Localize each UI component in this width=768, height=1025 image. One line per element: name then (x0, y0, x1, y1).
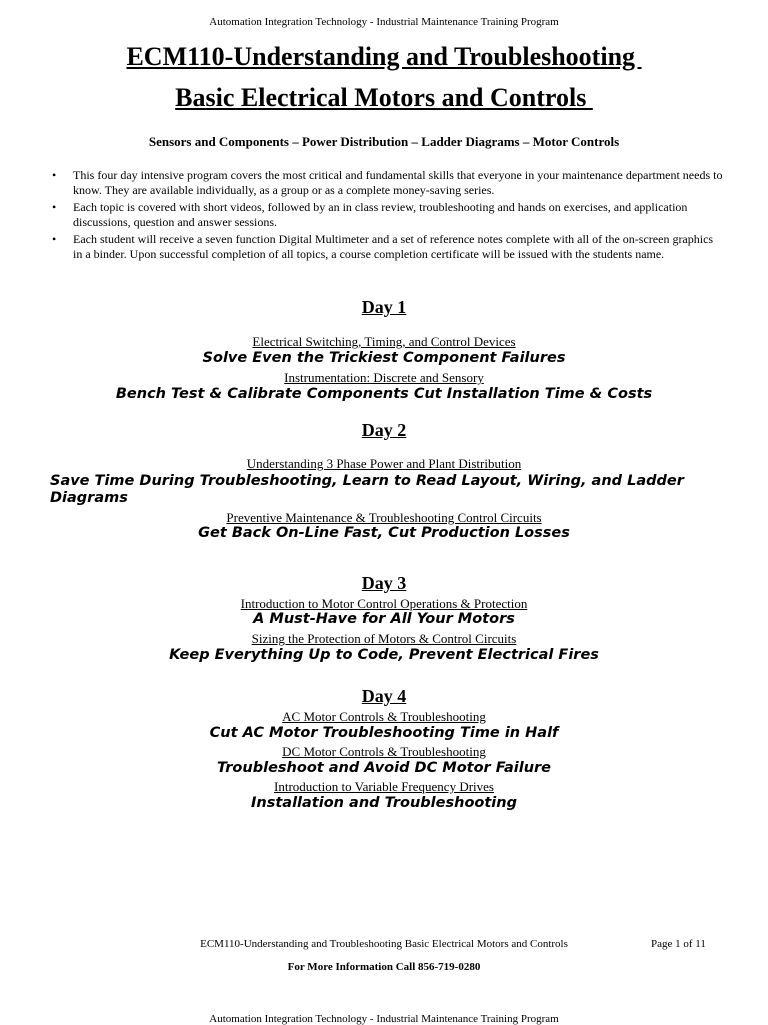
day-2-heading: Day 2 (361, 420, 407, 440)
day-4-topic-1: AC Motor Controls & Troubleshooting (282, 709, 486, 724)
day-3-topic-1: Introduction to Motor Control Operations & Protection (240, 596, 528, 611)
program-header: Automation Integration Technology - Industrial Maintenance Training Program (209, 16, 559, 28)
title-line-1: ECM110-Understanding and Troubleshooting (126, 42, 642, 71)
bullet-dot-icon: • (52, 232, 57, 246)
day-2-tagline-1: Save Time During Troubleshooting, Learn to Read Layout, Wiring, and Ladder Diagrams (50, 473, 684, 506)
bullet-dot-icon: • (52, 200, 57, 214)
day-1-topic-2: Instrumentation: Discrete and Sensory (284, 370, 484, 385)
day-2-tagline-2: Get Back On-Line Fast, Cut Production Losses (198, 525, 570, 541)
day-3-tagline-1: A Must-Have for All Your Motors (253, 611, 515, 627)
day-4-tagline-3: Installation and Troubleshooting (251, 795, 517, 811)
footer-contact-info: For More Information Call 856-719-0280 (287, 961, 481, 973)
day-2-topic-1: Understanding 3 Phase Power and Plant Distribution (246, 456, 522, 471)
bullet-item: • This four day intensive program covers the most critical and fundamental skills that everyone in your maintenance department needs to know. They are available individually, as a group or as a complete money-saving series. (52, 168, 723, 197)
day-4-topic-3: Introduction to Variable Frequency Drives (274, 779, 494, 794)
day-1-tagline-2: Bench Test & Calibrate Components Cut Installation Time & Costs (115, 386, 653, 402)
day-1-topic-1: Electrical Switching, Timing, and Control Devices (252, 334, 516, 349)
day-4-heading: Day 4 (361, 686, 407, 706)
day-4-topic-2: DC Motor Controls & Troubleshooting (282, 744, 486, 759)
day-3-heading: Day 3 (361, 573, 407, 593)
page-number: Page 1 of 11 (651, 938, 706, 950)
title-line-2: Basic Electrical Motors and Controls (175, 83, 593, 112)
bullet-item: • Each topic is covered with short videos, followed by an in class review, troubleshooting and hands on exercises, and application discussions, question and answer sessions. (52, 200, 688, 229)
day-2-topic-2: Preventive Maintenance & Troubleshooting Control Circuits (226, 510, 542, 525)
intro-bullet-list (52, 168, 724, 264)
bullet-dot-icon: • (52, 168, 57, 182)
page-title (0, 36, 768, 118)
bullet-item: • Each student will receive a seven function Digital Multimeter and a set of reference notes complete with all of the on-screen graphics in a binder. Upon successful completion of all topics, a course completion certificate will be issued with the students name. (52, 232, 714, 261)
page-subtitle: Sensors and Components – Power Distribution – Ladder Diagrams – Motor Controls (148, 134, 620, 149)
day-4-tagline-1: Cut AC Motor Troubleshooting Time in Half (209, 725, 559, 741)
next-page-header: Automation Integration Technology - Industrial Maintenance Training Program (209, 1013, 559, 1025)
day-3-topic-2: Sizing the Protection of Motors & Control Circuits (251, 631, 517, 646)
day-4-tagline-2: Troubleshoot and Avoid DC Motor Failure (216, 760, 552, 776)
footer-course-title: ECM110-Understanding and Troubleshooting Basic Electrical Motors and Controls (200, 938, 568, 950)
day-1-tagline-1: Solve Even the Trickiest Component Failures (202, 350, 566, 366)
day-1-heading: Day 1 (361, 297, 407, 317)
day-3-tagline-2: Keep Everything Up to Code, Prevent Electrical Fires (169, 647, 599, 663)
